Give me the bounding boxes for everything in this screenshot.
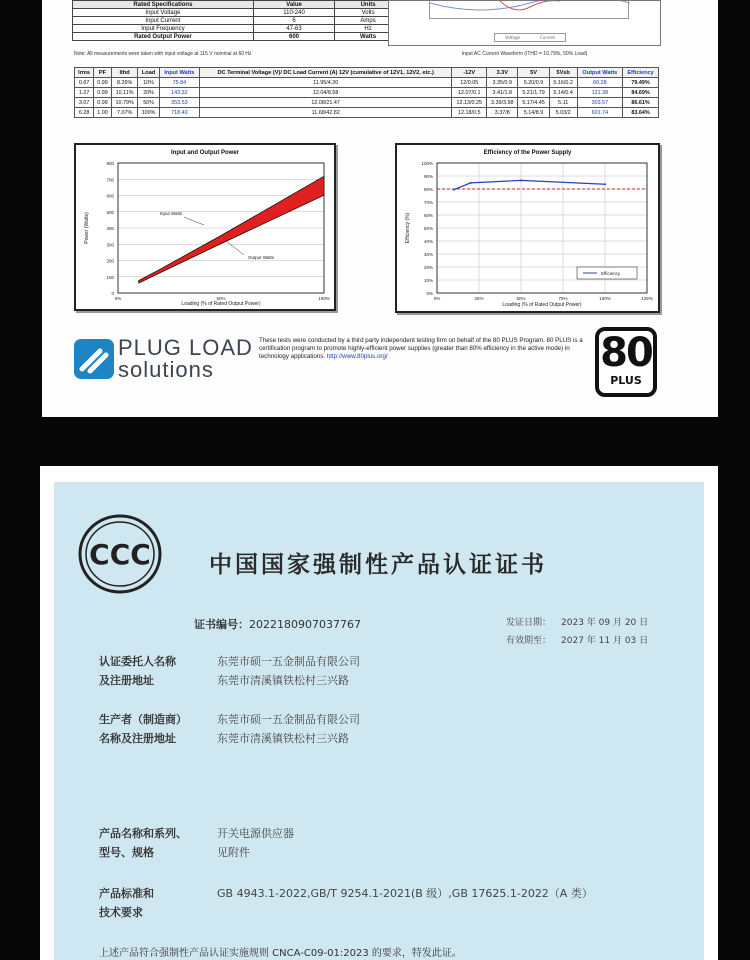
- applicant-label-2: 及注册地址: [99, 674, 154, 687]
- table-cell: 10%: [138, 78, 159, 88]
- power-chart-plot: [76, 145, 334, 309]
- spec-header: Rated Specifications: [73, 1, 254, 9]
- table-cell: 5.16/0.2: [549, 78, 577, 88]
- waveform-traces: [430, 1, 630, 19]
- manufacturer-label-2: 名称及注册地址: [99, 732, 176, 745]
- x-tick-label: 125%: [641, 296, 653, 301]
- col-header: Output Watts: [577, 68, 622, 78]
- spec-cell: 110-240: [253, 9, 334, 17]
- measurement-note: Note: All measurements were taken with input voltage at 115 V nominal at 60 Hz: [74, 51, 252, 57]
- table-cell: 3.39/3.98: [487, 98, 518, 108]
- legend-voltage: Voltage: [504, 35, 520, 40]
- spec-cell: Volts: [335, 9, 402, 17]
- spec-row: [73, 33, 402, 41]
- table-cell: 5.17/4.45: [518, 98, 549, 108]
- spec-row: [73, 25, 402, 33]
- y-tick-label: 50%: [423, 226, 433, 231]
- certificate-number: [194, 616, 361, 632]
- col-header: Irms: [75, 68, 94, 78]
- issue-date-row: [506, 614, 648, 632]
- efficiency-point: [470, 182, 472, 184]
- annotation-leader: [226, 241, 244, 255]
- efficiency-chart: [395, 143, 660, 313]
- x-tick-label: 100%: [599, 296, 611, 301]
- input-watts-annotation: Input Watts: [159, 211, 183, 216]
- output-watts-line: [139, 195, 324, 283]
- product-name: 开关电源供应器: [217, 827, 294, 840]
- y-tick-label: 200: [106, 258, 114, 264]
- y-tick-label: 500: [106, 209, 114, 215]
- table-cell: 0.99: [94, 88, 112, 98]
- table-cell: 50%: [138, 98, 159, 108]
- table-cell: 12.18/0.5: [452, 108, 487, 118]
- certificate-footer: 上述产品符合强制性产品认证实施规则 CNCA-C09-01:2023 的要求，特发此证。: [99, 948, 462, 959]
- issue-date-label: 发证日期：: [506, 618, 552, 628]
- manufacturer-name: 东莞市硕一五金制品有限公司: [217, 713, 360, 726]
- y-tick-label: 60%: [423, 213, 433, 218]
- table-cell: 3.35/0.9: [487, 78, 518, 88]
- ccc-certificate: [54, 482, 704, 960]
- y-tick-label: 10%: [423, 278, 433, 283]
- table-cell: 10.79%: [111, 98, 138, 108]
- standard-label-2: 技术要求: [99, 906, 143, 919]
- col-header: Ithd: [111, 68, 138, 78]
- table-cell: 86.61%: [623, 98, 659, 108]
- col-header: DC Terminal Voltage (V)/ DC Load Current (A) 12V (cumulative of 12V1, 12V2, etc.): [199, 68, 451, 78]
- col-header: PF: [94, 68, 112, 78]
- disclaimer-text: These tests were conducted by a third party independent testing firm on behalf of the 80 PLUS Program. 80 PLUS is a certification program to promote highly-efficient power supplies (greater than 80% efficiency in the active mode) in technology applications.: [259, 337, 583, 360]
- table-cell: 60.28: [577, 78, 622, 88]
- load-test-table: [74, 67, 659, 118]
- efficiency-point: [520, 179, 522, 181]
- applicant-name: 东莞市硕一五金制品有限公司: [217, 655, 360, 668]
- table-cell: 79.49%: [623, 78, 659, 88]
- y-axis-label: Efficiency (%): [405, 212, 411, 244]
- input-watts-line: [139, 176, 324, 280]
- table-cell: 1.27: [75, 88, 94, 98]
- spec-row: [73, 17, 402, 25]
- table-cell: 83.64%: [623, 108, 659, 118]
- table-cell: 84.69%: [623, 88, 659, 98]
- expiry-date-value: 2027 年 11 月 03 日: [561, 636, 649, 646]
- issue-date-value: 2023 年 09 月 20 日: [561, 618, 649, 628]
- table-cell: 7.07%: [111, 108, 138, 118]
- legend-label: Efficiency: [601, 271, 621, 276]
- ccc-logo-text: CCC: [89, 538, 151, 571]
- table-cell: 1.00: [94, 108, 112, 118]
- number-value: 2022180907037767: [249, 618, 361, 631]
- y-tick-label: 80%: [423, 187, 433, 192]
- product-model: 见附件: [217, 846, 250, 859]
- efficiency-line: [454, 180, 605, 189]
- table-cell: 601.74: [577, 108, 622, 118]
- y-tick-label: 0: [111, 291, 114, 296]
- annotation-leader: [184, 217, 204, 225]
- x-tick-label: 50%: [516, 296, 526, 301]
- rated-spec-table: [72, 0, 402, 41]
- col-header: 5Vsb: [549, 68, 577, 78]
- load-table-body: [75, 78, 659, 118]
- x-tick-label: 100%: [318, 296, 330, 301]
- y-tick-label: 100: [106, 274, 114, 280]
- y-tick-label: 300: [106, 242, 114, 248]
- table-cell: 143.32: [159, 88, 199, 98]
- table-cell: 12.04/8.58: [199, 88, 451, 98]
- table-cell: 5.03/2: [549, 108, 577, 118]
- manufacturer-address: 东莞市清溪镇铁松村三兴路: [217, 732, 349, 745]
- x-tick-label: 0%: [114, 296, 122, 301]
- table-cell: 12.08/21.47: [199, 98, 451, 108]
- x-axis-label: Loading (% of Rated Output Power): [502, 302, 582, 308]
- plus-website-link[interactable]: http://www.80plus.org/: [326, 353, 388, 360]
- table-cell: 12.07/0.1: [452, 88, 487, 98]
- waveform-chart: [388, 0, 661, 46]
- table-row: [75, 78, 659, 88]
- table-cell: 75.84: [159, 78, 199, 88]
- table-cell: 5.14/0.4: [549, 88, 577, 98]
- x-tick-label: 75%: [558, 296, 568, 301]
- power-chart-title: Input and Output Power: [171, 150, 239, 156]
- expiry-date-row: [506, 632, 648, 650]
- certificate-dates: [506, 614, 648, 650]
- spec-cell: Rated Output Power: [73, 33, 254, 41]
- table-cell: 3.37/8: [487, 108, 518, 118]
- table-cell: 3.41/1.8: [487, 88, 518, 98]
- efficiency-chart-title: Efficiency of the Power Supply: [483, 150, 572, 156]
- table-row: [75, 88, 659, 98]
- col-header: Input Watts: [159, 68, 199, 78]
- table-cell: 121.38: [577, 88, 622, 98]
- table-cell: 12/0.05: [452, 78, 487, 88]
- output-watts-annotation: Output Watts: [247, 255, 275, 260]
- y-tick-label: 700: [106, 177, 114, 183]
- table-cell: 5.20/0.9: [518, 78, 549, 88]
- x-tick-label: 0%: [433, 296, 441, 301]
- spec-cell: 600: [253, 33, 334, 41]
- efficiency-report-sheet: [42, 0, 718, 417]
- waveform-plot-area: [429, 1, 629, 19]
- col-header: 3.3V: [487, 68, 518, 78]
- certificate-title: 中国国家强制性产品认证证书: [209, 552, 547, 578]
- table-row: [75, 108, 659, 118]
- standard-label-1: 产品标准和: [99, 887, 154, 900]
- col-header: Load: [138, 68, 159, 78]
- table-cell: 5.14/8.9: [518, 108, 549, 118]
- spec-cell: 6: [253, 17, 334, 25]
- spec-cell: Amps: [335, 17, 402, 25]
- badge-number: 80: [600, 330, 652, 376]
- expiry-date-label: 有效期至：: [506, 636, 552, 646]
- col-header: 5V: [518, 68, 549, 78]
- x-tick-label: 50%: [216, 296, 226, 301]
- product-label-1: 产品名称和系列、: [99, 827, 187, 840]
- product-label-2: 型号、规格: [99, 846, 154, 859]
- logo-text-line2: solutions: [118, 357, 214, 382]
- number-label: 证书编号：: [194, 618, 249, 631]
- efficiency-chart-plot: [397, 145, 658, 311]
- table-cell: 5.21/1.79: [518, 88, 549, 98]
- table-cell: 11.68/42.82: [199, 108, 451, 118]
- y-tick-label: 90%: [423, 174, 433, 179]
- table-cell: 3.07: [75, 98, 94, 108]
- 80-plus-badge: [595, 327, 657, 397]
- y-tick-label: 600: [106, 193, 114, 199]
- table-cell: 8.26%: [111, 78, 138, 88]
- x-axis-label: Loading (% of Rated Output Power): [181, 301, 261, 307]
- table-row: [75, 98, 659, 108]
- efficiency-point: [453, 189, 455, 191]
- table-cell: 5.11: [549, 98, 577, 108]
- spec-cell: Input Frequency: [73, 25, 254, 33]
- spec-header: Units: [335, 1, 402, 9]
- y-tick-label: 0%: [426, 291, 433, 296]
- table-cell: 6.28: [75, 108, 94, 118]
- spec-cell: Watts: [335, 33, 402, 41]
- legend-current: Current: [539, 35, 555, 40]
- load-table-header: [75, 68, 659, 78]
- y-tick-label: 400: [106, 226, 114, 231]
- col-header: -12V: [452, 68, 487, 78]
- spec-cell: 47-63: [253, 25, 334, 33]
- table-cell: 0.67: [75, 78, 94, 88]
- table-cell: 11.95/4.20: [199, 78, 451, 88]
- applicant-label-1: 认证委托人名称: [99, 655, 176, 668]
- spec-cell: Input Voltage: [73, 9, 254, 17]
- spec-row: [73, 9, 402, 17]
- applicant-address: 东莞市清溪镇铁松村三兴路: [217, 674, 349, 687]
- manufacturer-label-1: 生产者（制造商）: [99, 713, 187, 726]
- certificate-sheet: [40, 466, 718, 960]
- col-header: Efficiency: [623, 68, 659, 78]
- power-chart: [74, 143, 336, 311]
- spec-header: Value: [253, 1, 334, 9]
- standard-value: GB 4943.1-2022,GB/T 9254.1-2021(B 级）,GB 17625.1-2022（A 类）: [217, 887, 593, 900]
- table-cell: 12.13/0.25: [452, 98, 487, 108]
- logo-text-line1: PLUG LOAD: [118, 335, 253, 360]
- y-tick-label: 800: [106, 161, 114, 166]
- table-cell: 718.40: [159, 108, 199, 118]
- y-tick-label: 30%: [423, 252, 433, 257]
- y-tick-label: 100%: [421, 161, 433, 166]
- ccc-mark-icon: [78, 512, 162, 596]
- test-disclaimer: [259, 337, 594, 361]
- spec-cell: Input Current: [73, 17, 254, 25]
- table-cell: 10.11%: [111, 88, 138, 98]
- plug-load-logo-icon: [74, 339, 114, 379]
- waveform-caption: Input AC Current Waveform (ITHD = 10.79%, 50% Load): [461, 51, 588, 57]
- y-axis-label: Power (Watts): [84, 212, 90, 244]
- y-tick-label: 40%: [423, 239, 433, 244]
- table-cell: 303.57: [577, 98, 622, 108]
- badge-plus-label: PLUS: [610, 374, 642, 387]
- table-cell: 0.99: [94, 98, 112, 108]
- waveform-legend: [494, 33, 566, 42]
- efficiency-point: [604, 183, 606, 185]
- table-cell: 100%: [138, 108, 159, 118]
- table-cell: 353.53: [159, 98, 199, 108]
- table-cell: 0.99: [94, 78, 112, 88]
- y-tick-label: 20%: [423, 265, 433, 270]
- y-tick-label: 70%: [423, 200, 433, 205]
- spec-cell: Hz: [335, 25, 402, 33]
- table-cell: 20%: [138, 88, 159, 98]
- x-tick-label: 25%: [474, 296, 484, 301]
